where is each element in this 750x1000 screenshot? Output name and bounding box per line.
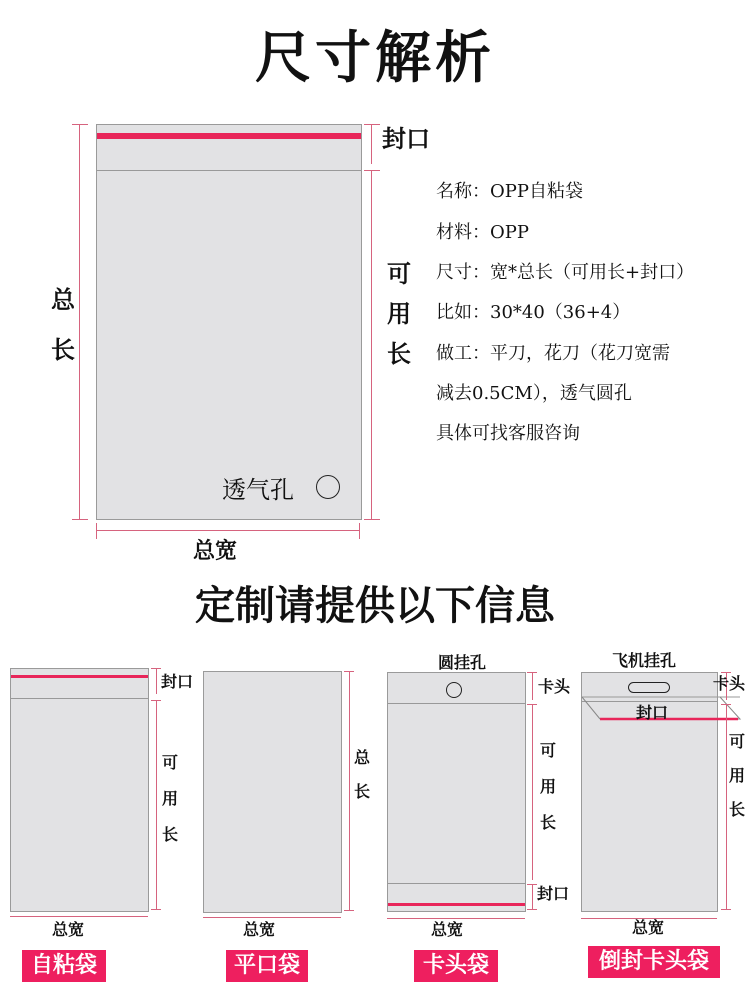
section-title: 定制请提供以下信息: [195, 583, 555, 629]
bag-type-badge: 自粘袋: [22, 950, 106, 982]
header-label: 卡头: [538, 677, 571, 696]
round-hang-hole-icon: [446, 682, 462, 698]
plane-hang-hole-icon: [628, 682, 670, 693]
seal-strip: [97, 133, 361, 139]
bag-type-badge: 倒封卡头袋: [588, 946, 720, 978]
total-width-dimension-line: [96, 530, 360, 531]
total-length-label: 总 长: [354, 748, 371, 801]
usable-length-label: 可 用 长: [162, 753, 179, 844]
seal-label: 封口: [537, 884, 570, 903]
flap-line: [97, 170, 361, 171]
total-width-label: 总宽: [243, 920, 276, 939]
total-width-label: 总宽: [52, 920, 85, 939]
spec-craft: 做工：平刀，花刀（花刀宽需: [436, 343, 670, 364]
total-length-label: 总 长: [51, 285, 75, 364]
spec-material: 材料：OPP: [436, 222, 529, 243]
header-label: 卡头: [713, 674, 746, 693]
spec-name: 名称：OPP自粘袋: [436, 181, 583, 202]
bag-type-badge: 卡头袋: [414, 950, 498, 982]
vent-hole-icon: [316, 475, 340, 499]
round-hang-hole-label: 圆挂孔: [438, 653, 487, 672]
page-title: 尺寸解析: [255, 26, 495, 91]
spec-example: 比如：30*40（36+4）: [436, 302, 631, 323]
usable-length-label: 可 用 长: [729, 732, 746, 819]
main-bag: [96, 124, 362, 520]
spec-contact: 具体可找客服咨询: [436, 423, 580, 444]
total-width-label: 总宽: [193, 538, 238, 564]
plane-hang-hole-label: 飞机挂孔: [612, 651, 677, 670]
seal-label: 封口: [382, 124, 430, 153]
usable-length-dimension-line: [371, 170, 372, 520]
spec-craft-cont: 减去0.5CM），透气圆孔: [436, 383, 632, 404]
seal-strip: [11, 675, 148, 678]
spec-size: 尺寸：宽*总长（可用长+封口）: [436, 262, 695, 283]
vent-hole-label: 透气孔: [222, 476, 294, 504]
total-width-label: 总宽: [431, 920, 464, 939]
seal-strip: [388, 903, 525, 906]
bag-type-badge: 平口袋: [226, 950, 308, 982]
total-width-label: 总宽: [632, 918, 665, 937]
seal-label: 封口: [636, 703, 669, 722]
usable-length-label: 可 用 长: [540, 741, 557, 832]
seal-label: 封口: [161, 672, 194, 691]
total-length-dimension-line: [79, 124, 80, 520]
usable-length-label: 可 用 长: [387, 259, 411, 368]
